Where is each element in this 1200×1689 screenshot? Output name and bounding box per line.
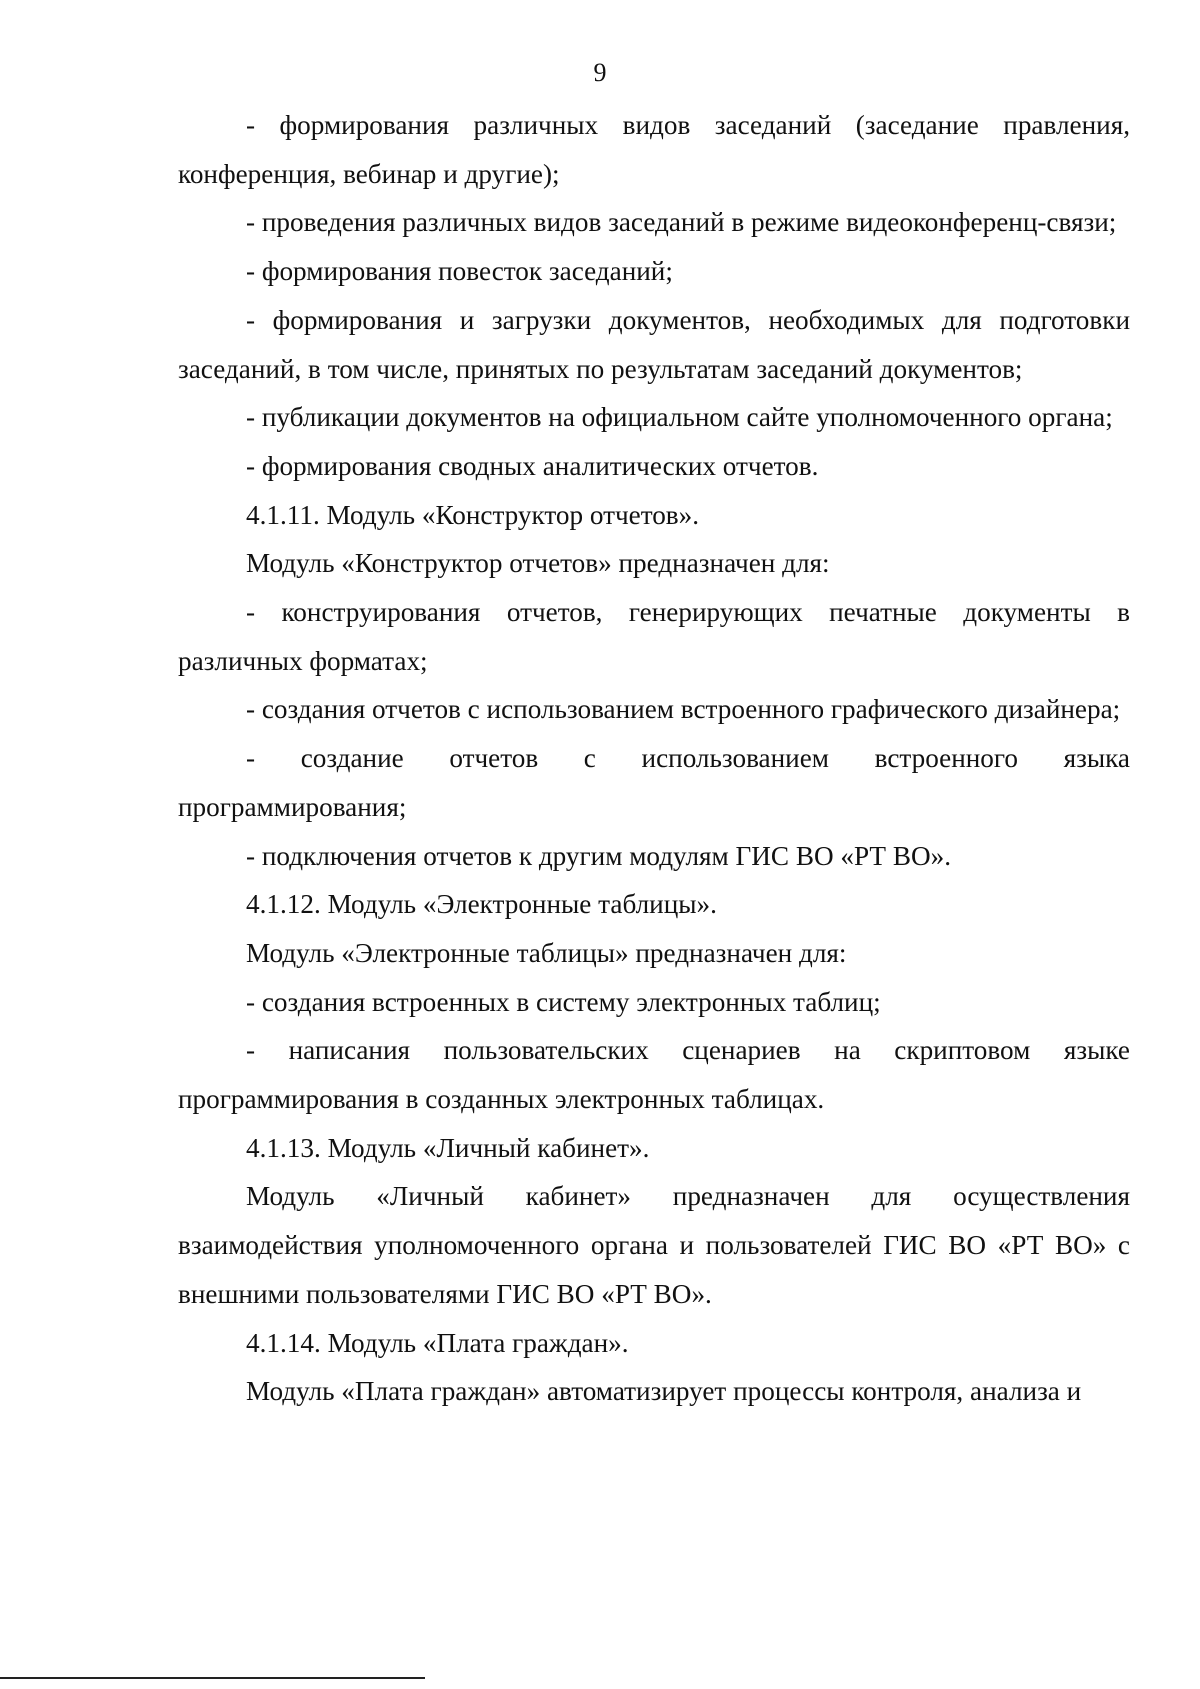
paragraph: - конструирования отчетов, генерирующих печатные документы в различных форматах; [178, 597, 1130, 676]
paragraph: - формирования повесток заседаний; [246, 256, 673, 287]
paragraph: - написания пользовательских сценариев на скриптовом языке программирования в созданных электронных таблицах. [178, 1035, 1130, 1115]
section-heading: 4.1.13. Модуль «Личный кабинет». [246, 1132, 650, 1163]
paragraph: - создание отчетов с использованием встроенного языка программирования; [178, 743, 1130, 822]
paragraph: Модуль «Конструктор отчетов» предназначен для: [246, 548, 830, 579]
paragraph: - формирования различных видов заседаний (заседание правления, конференция, вебинар и другие); [178, 110, 1130, 189]
paragraph: - проведения различных видов заседаний в режиме видеоконференц-связи; [246, 207, 1117, 238]
paragraph: Модуль «Личный кабинет» предназначен для осуществления взаимодействия уполномоченного органа и пользователей ГИС ВО «РТ ВО» с внешними пользователями ГИС ВО «РТ ВО». [178, 1181, 1130, 1309]
paragraph: - публикации документов на официальном сайте уполномоченного органа; [246, 402, 1113, 433]
section-heading: 4.1.12. Модуль «Электронные таблицы». [246, 889, 717, 920]
paragraph: - подключения отчетов к другим модулям ГИС ВО «РТ ВО». [246, 840, 951, 871]
page-number: 9 [593, 58, 607, 87]
section-heading: 4.1.14. Модуль «Плата граждан». [246, 1327, 629, 1358]
paragraph: - формирования сводных аналитических отчетов. [246, 450, 819, 481]
paragraph: Модуль «Электронные таблицы» предназначен для: [246, 937, 847, 968]
paragraph: - создания встроенных в систему электронных таблиц; [246, 986, 881, 1017]
document-body [178, 101, 1130, 1416]
paragraph: - создания отчетов с использованием встроенного графического дизайнера; [246, 694, 1121, 725]
footnote-divider [0, 1677, 425, 1679]
paragraph: Модуль «Плата граждан» автоматизирует процессы контроля, анализа и [246, 1376, 1082, 1407]
paragraph: - формирования и загрузки документов, необходимых для подготовки заседаний, в том числе, принятых по результатам заседаний документов; [178, 304, 1130, 384]
section-heading: 4.1.11. Модуль «Конструктор отчетов». [246, 499, 700, 530]
